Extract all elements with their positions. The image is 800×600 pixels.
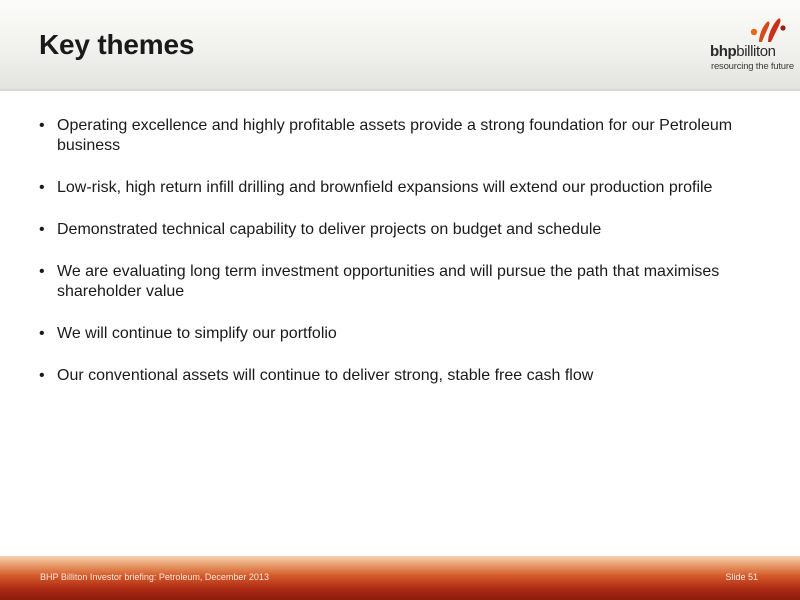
bullet-item xyxy=(37,220,737,240)
bullet-item xyxy=(37,366,737,386)
bullet-item xyxy=(37,324,737,344)
logo-dot-2 xyxy=(780,25,785,30)
bullet-marker: • xyxy=(39,221,45,238)
bullet-item xyxy=(37,116,737,156)
slide-title: Key themes xyxy=(39,29,195,60)
bhp-billiton-logo xyxy=(704,12,796,76)
logo-stroke-2 xyxy=(768,19,781,42)
bullet-item xyxy=(37,178,737,198)
header-divider xyxy=(0,89,800,91)
bullet-marker: • xyxy=(39,117,45,134)
bullet-text: We are evaluating long term investment opportunities and will pursue the path that maximises shareholder value xyxy=(57,263,720,300)
bullet-marker: • xyxy=(39,263,45,280)
bullet-text: Our conventional assets will continue to deliver strong, stable free cash flow xyxy=(57,367,594,384)
footer-source-text: BHP Billiton Investor briefing: Petroleum, December 2013 xyxy=(40,572,269,582)
logo-tagline: resourcing the future xyxy=(711,61,794,72)
bullet-item xyxy=(37,262,737,302)
logo-dot-1 xyxy=(751,29,757,35)
bullet-list xyxy=(37,116,737,408)
logo-wordmark xyxy=(710,43,776,61)
logo-mark-icon xyxy=(746,16,786,44)
bullet-text: Low-risk, high return infill drilling and brownfield expansions will extend our production profile xyxy=(57,179,713,196)
logo-word-regular: billiton xyxy=(736,43,776,60)
logo-word-bold: bhp xyxy=(710,43,737,60)
bullet-marker: • xyxy=(39,179,45,196)
bullet-text: Operating excellence and highly profitable assets provide a strong foundation for our Petroleum business xyxy=(57,117,733,154)
bullet-text: Demonstrated technical capability to deliver projects on budget and schedule xyxy=(57,221,602,238)
logo-stroke-1 xyxy=(759,22,770,42)
bullet-marker: • xyxy=(39,325,45,342)
slide-number: Slide 51 xyxy=(725,572,758,582)
bullet-text: We will continue to simplify our portfolio xyxy=(57,325,337,342)
bullet-marker: • xyxy=(39,367,45,384)
